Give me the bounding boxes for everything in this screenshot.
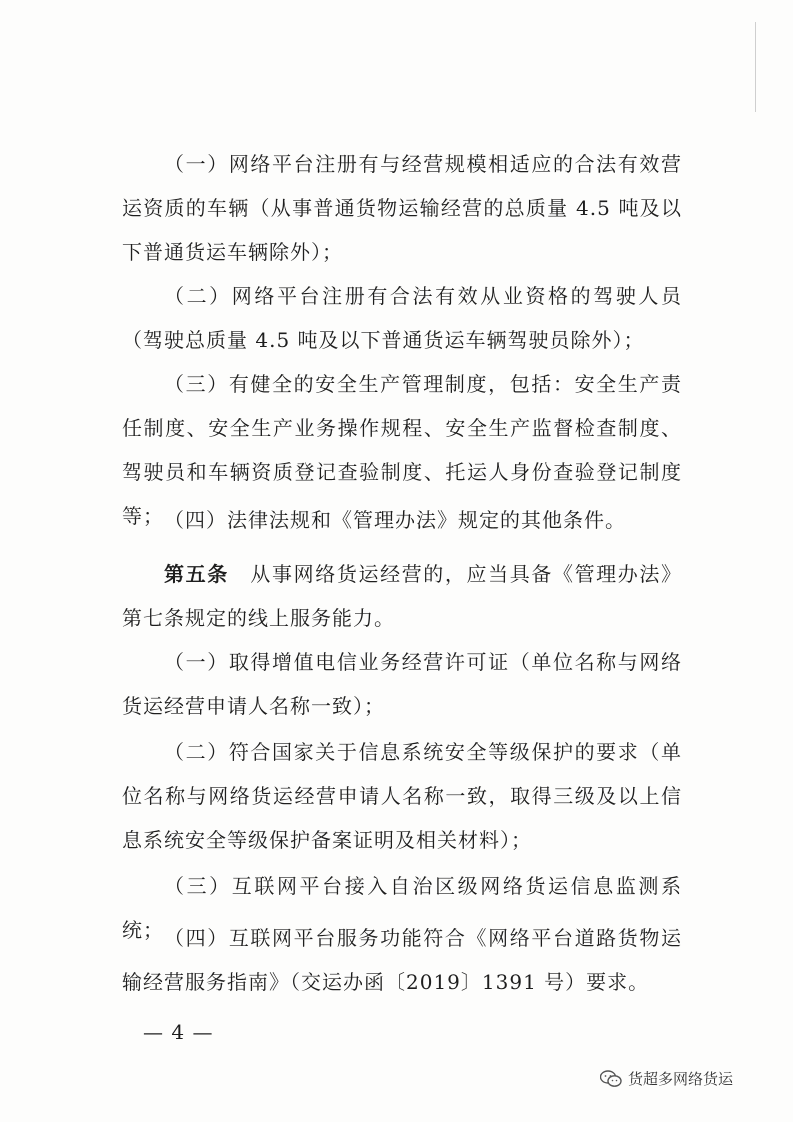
article-text: 从事网络货运经营的，应当具备《管理办法》第七条规定的线上服务能力。 bbox=[122, 562, 683, 630]
scan-edge-mark bbox=[755, 22, 756, 112]
article-5-item-2: （二）符合国家关于信息系统安全等级保护的要求（单位名称与网络货运经营申请人名称一致，取得三级及以上信息系统安全等级保护备案证明及相关材料）； bbox=[122, 740, 682, 852]
watermark-text: 货超多网络货运 bbox=[628, 1070, 734, 1088]
article-5-item-4: （四）互联网平台服务功能符合《网络平台道路货物运输经营服务指南》（交运办函〔2019〕1391 号）要求。 bbox=[122, 926, 682, 994]
page-number: — 4 — bbox=[143, 1020, 214, 1044]
paragraph-item-1: （一）网络平台注册有与经营规模相适应的合法有效营运资质的车辆（从事普通货物运输经营的总质量 4.5 吨及以下普通货运车辆除外）； bbox=[122, 152, 682, 264]
article-5-item-3: （三）互联网平台接入自治区级网络货运信息监测系统； bbox=[122, 874, 682, 942]
article-number: 第五条 bbox=[164, 562, 229, 586]
paragraph-item-2: （二）网络平台注册有合法有效从业资格的驾驶人员（驾驶总质量 4.5 吨及以下普通货运车辆驾驶员除外）； bbox=[122, 284, 682, 352]
paragraph-item-4: （四）法律法规和《管理办法》规定的其他条件。 bbox=[164, 508, 626, 532]
wechat-watermark bbox=[600, 1068, 733, 1089]
wechat-icon bbox=[600, 1070, 622, 1088]
article-5-item-1: （一）取得增值电信业务经营许可证（单位名称与网络货运经营申请人名称一致）； bbox=[122, 650, 682, 718]
article-5-paragraph bbox=[122, 552, 682, 640]
paragraph-item-3: （三）有健全的安全生产管理制度，包括：安全生产责任制度、安全生产业务操作规程、安全生产监督检查制度、驾驶员和车辆资质登记查验制度、托运人身份查验登记制度等； bbox=[122, 372, 682, 528]
